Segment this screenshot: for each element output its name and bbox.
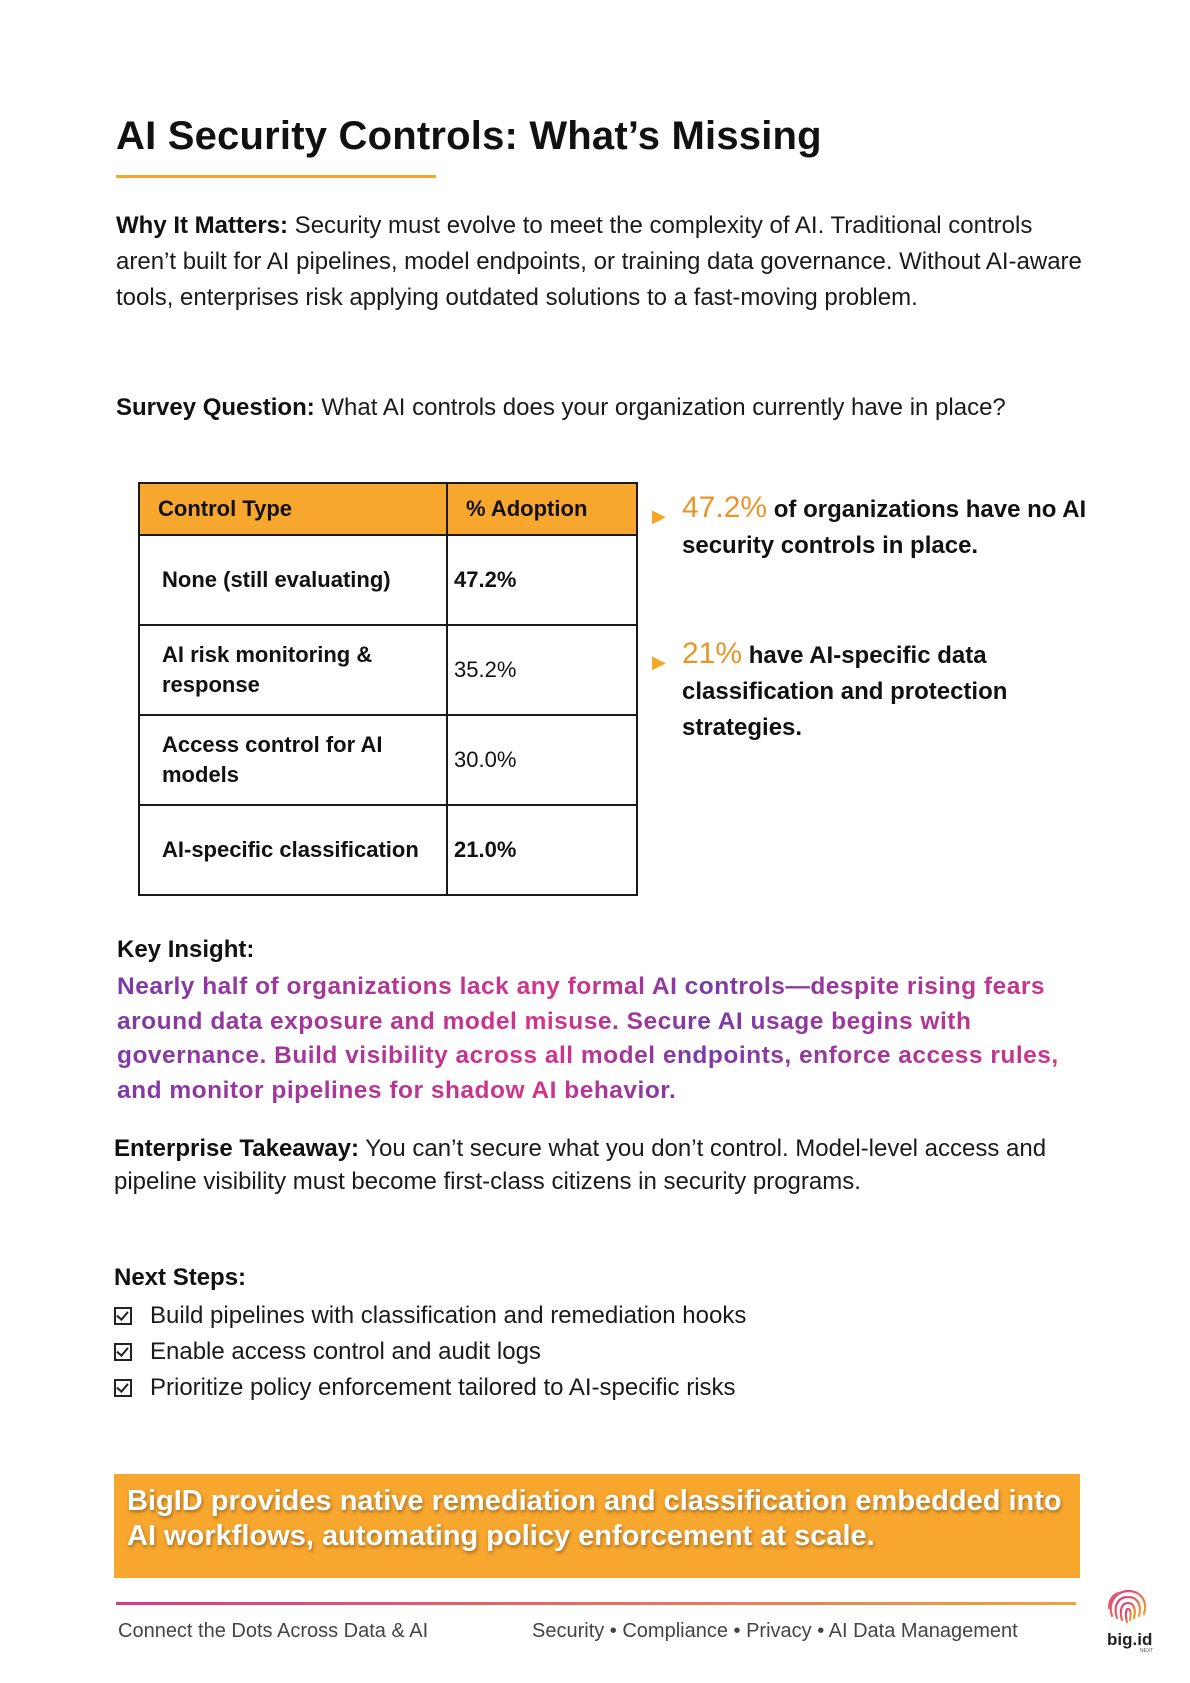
table-header-row <box>139 483 637 535</box>
checkbox-checked-icon <box>114 1379 132 1397</box>
page-title: AI Security Controls: What’s Missing <box>116 114 822 158</box>
stat-callout <box>652 490 1092 564</box>
why-it-matters <box>116 208 1086 316</box>
adoption-cell: 21.0% <box>447 805 637 895</box>
triangle-right-icon: ▶ <box>652 506 666 526</box>
step-text: Prioritize policy enforcement tailored to AI-specific risks <box>150 1374 736 1401</box>
controls-table <box>138 482 638 896</box>
survey-text: What AI controls does your organization currently have in place? <box>314 394 1006 421</box>
stat-number: 47.2% <box>682 491 768 524</box>
stat-callout <box>652 636 1092 746</box>
fingerprint-icon <box>1106 1586 1150 1628</box>
enterprise-takeaway <box>114 1132 1074 1198</box>
survey-question <box>116 390 1086 426</box>
why-label: Why It Matters: <box>116 212 289 239</box>
logo-subtext: NEXT <box>1140 1648 1154 1654</box>
survey-label: Survey Question: <box>116 394 315 421</box>
table-row <box>139 535 637 625</box>
stat-text: have AI-specific data classification and protection strategies. <box>682 642 1008 741</box>
table-row <box>139 715 637 805</box>
control-type-cell: AI-specific classification <box>139 805 447 895</box>
table-row <box>139 805 637 895</box>
key-insight-text: Nearly half of organizations lack any formal AI controls—despite rising fears around data exposure and model misuse. Secure AI usage begins with governance. Build visibility across all model endpoints, enforce access rules, and monitor pipelines for shadow AI behavior. <box>117 970 1077 1108</box>
list-item <box>114 1370 746 1406</box>
list-item <box>114 1334 746 1370</box>
key-insight-label: Key Insight: <box>117 936 255 963</box>
table-row <box>139 625 637 715</box>
triangle-right-icon: ▶ <box>652 652 666 672</box>
next-steps-list <box>114 1298 746 1406</box>
footer-divider <box>116 1602 1076 1605</box>
stat-text: of organizations have no AI security controls in place. <box>682 496 1087 559</box>
why-text: Security must evolve to meet the complexity of AI. Traditional controls aren’t built for AI pipelines, model endpoints, or training data governance. Without AI-aware tools, enterprises risk applying outdated solutions to a fast-moving problem. <box>116 212 1082 311</box>
title-underline <box>116 175 436 178</box>
header-control-type: Control Type <box>139 483 447 535</box>
adoption-cell: 47.2% <box>447 535 637 625</box>
stat-number: 21% <box>682 637 743 670</box>
takeaway-label: Enterprise Takeaway: <box>114 1135 360 1162</box>
step-text: Enable access control and audit logs <box>150 1338 541 1365</box>
control-type-cell: Access control for AI models <box>139 715 447 805</box>
footer-categories: Security • Compliance • Privacy • AI Data Management <box>532 1620 1018 1642</box>
control-type-cell: None (still evaluating) <box>139 535 447 625</box>
control-type-cell: AI risk monitoring & response <box>139 625 447 715</box>
next-steps-label: Next Steps: <box>114 1264 247 1291</box>
header-adoption: % Adoption <box>447 483 637 535</box>
checkbox-checked-icon <box>114 1307 132 1325</box>
footer-tagline: Connect the Dots Across Data & AI <box>118 1620 429 1642</box>
bigid-banner <box>114 1474 1080 1578</box>
adoption-cell: 30.0% <box>447 715 637 805</box>
list-item <box>114 1298 746 1334</box>
adoption-cell: 35.2% <box>447 625 637 715</box>
logo-wordmark: big.id <box>1107 1630 1153 1649</box>
step-text: Build pipelines with classification and remediation hooks <box>150 1302 747 1329</box>
takeaway-text: You can’t secure what you don’t control. Model-level access and pipeline visibility must become first-class citizens in security programs. <box>114 1135 1047 1195</box>
checkbox-checked-icon <box>114 1343 132 1361</box>
bigid-logo <box>1106 1586 1162 1652</box>
banner-text: BigID provides native remediation and classification embedded into AI workflows, automating policy enforcement at scale. <box>127 1485 1062 1552</box>
